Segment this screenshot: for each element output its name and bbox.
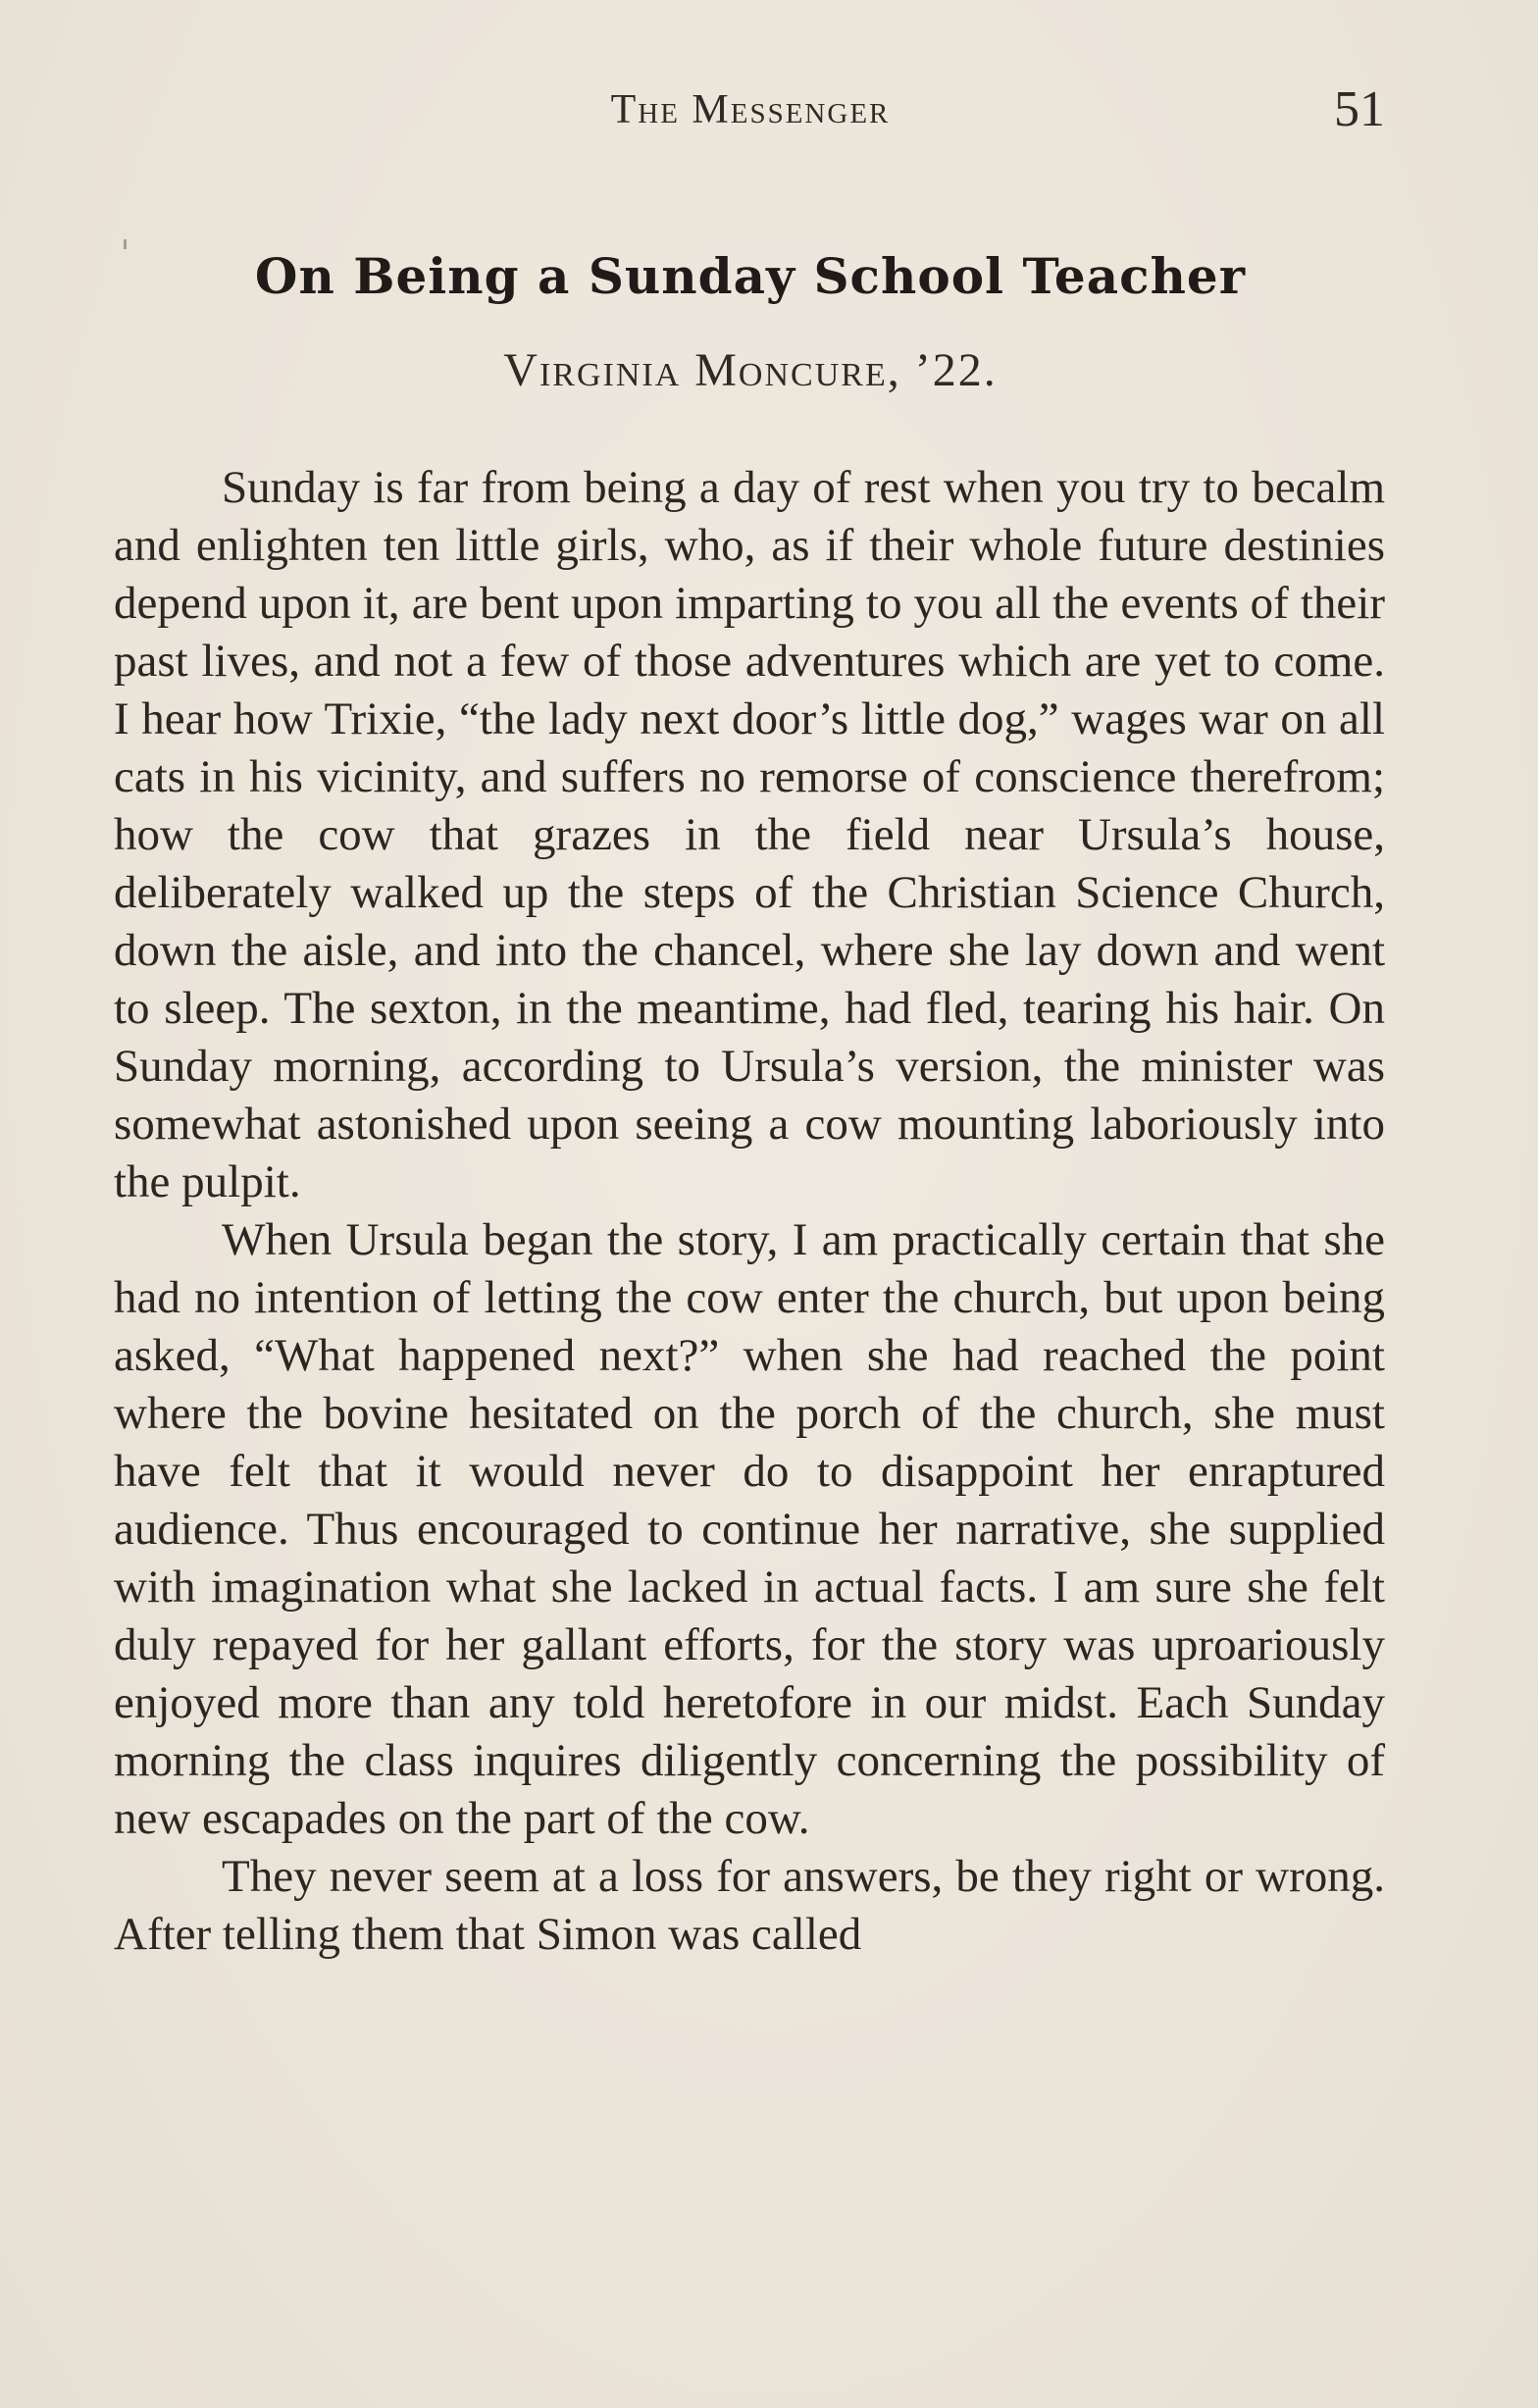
article-body bbox=[114, 459, 1385, 1964]
paragraph: Sunday is far from being a day of rest when you try to becalm and enlighten ten little girls, who, as if their whole future destinies depend upon it, are bent upon imparting to you all the events of their past lives, and not a few of those adventures which are yet to come. I hear how Trixie, “the lady next door’s little dog,” wages war on all cats in his vicinity, and suffers no remorse of conscience therefrom; how the cow that grazes in the field near Ursula’s house, deliberately walked up the steps of the Christian Science Church, down the aisle, and into the chancel, where she lay down and went to sleep. The sexton, in the meantime, had fled, tearing his hair. On Sunday morning, according to Ursula’s version, the minister was somewhat astonished upon seeing a cow mounting laboriously into the pulpit. bbox=[114, 462, 1385, 1207]
paragraph: They never seem at a loss for answers, be they right or wrong. After telling them that Simon was called bbox=[114, 1851, 1385, 1960]
article-byline: Virginia Moncure, ’22. bbox=[503, 344, 998, 396]
paragraph: When Ursula began the story, I am practically certain that she had no intention of letting the cow enter the church, but upon being asked, “What happened next?” when she had reached the point where the bovine hesitated on the porch of the church, she must have felt that it would never do to disappoint her enraptured audience. Thus encouraged to continue her narrative, she supplied with imagination what she lacked in actual facts. I am sure she felt duly repayed for her gallant efforts, for the story was uproariously enjoyed more than any told heretofore in our midst. Each Sunday morning the class inquires diligently concerning the possibility of new escapades on the part of the cow. bbox=[114, 1214, 1385, 1844]
running-head bbox=[116, 80, 1385, 149]
article-title: On Being a Sunday School Teacher bbox=[254, 247, 1247, 305]
page-number: 51 bbox=[1334, 81, 1385, 137]
journal-name: The Messenger bbox=[610, 87, 891, 132]
